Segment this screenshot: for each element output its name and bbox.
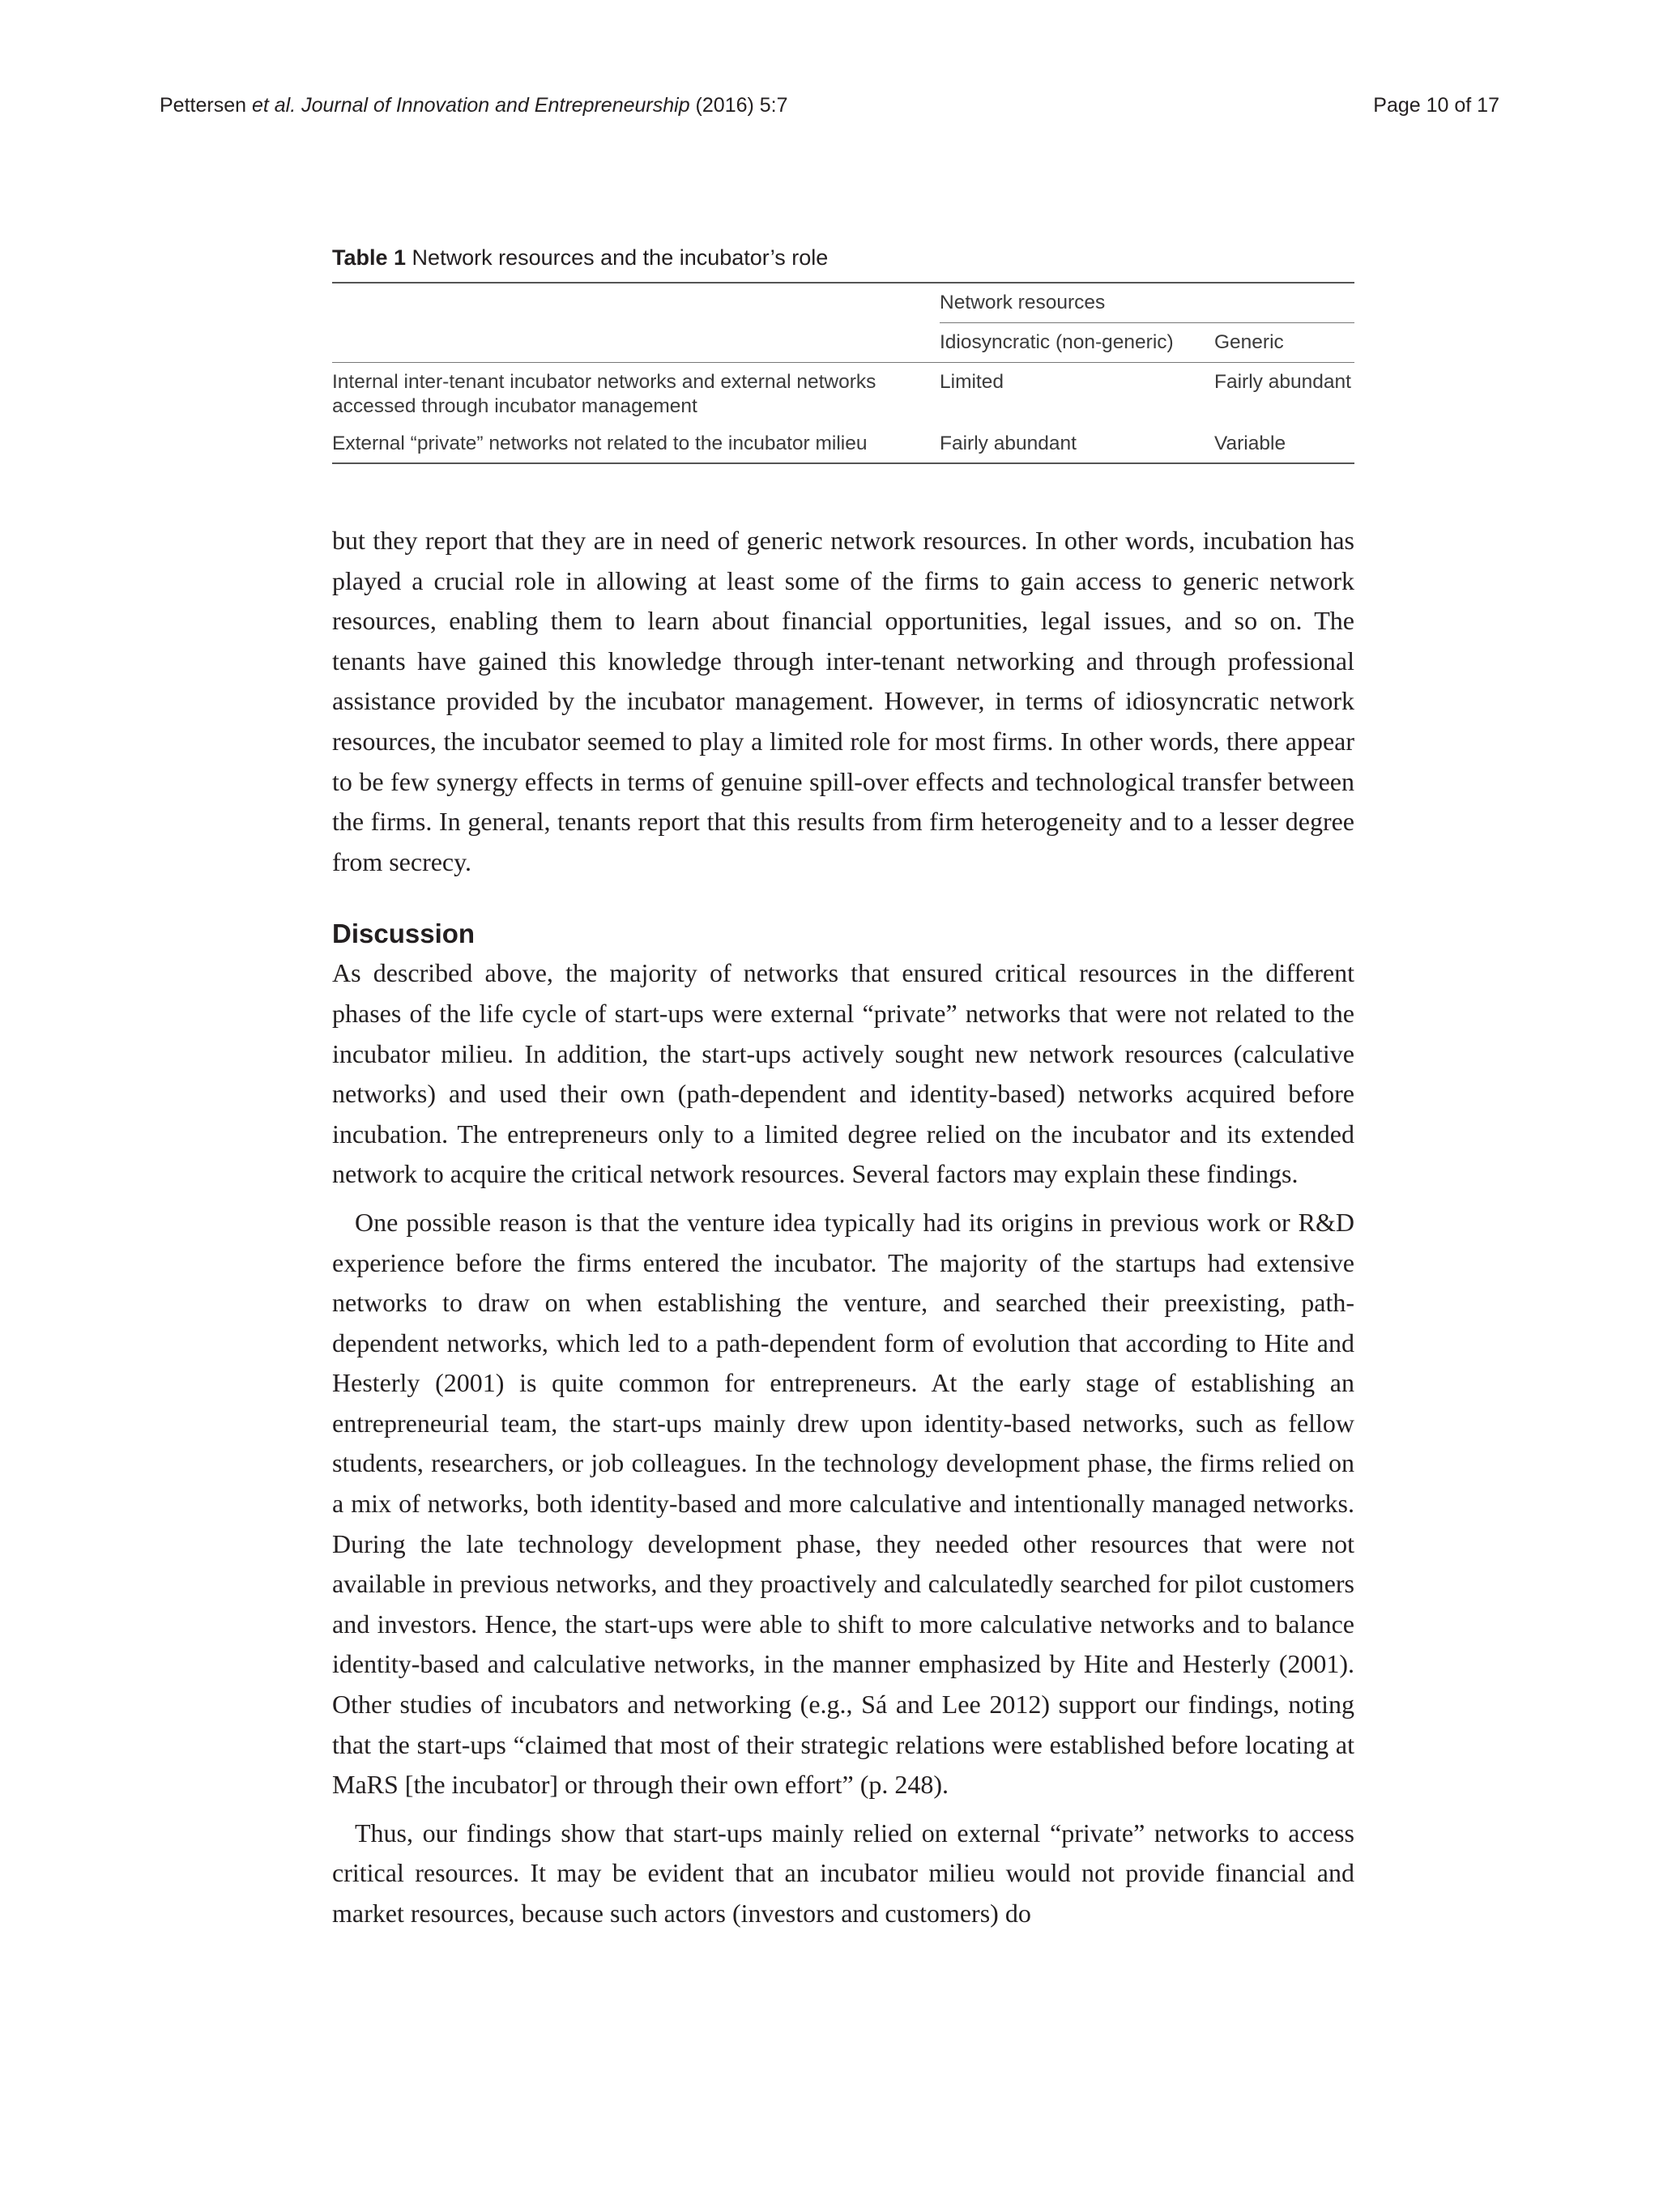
table-column-header-row [332, 323, 1354, 363]
table-cell: Fairly abundant [1214, 371, 1351, 393]
table-row [332, 363, 1354, 426]
paragraph: One possible reason is that the venture idea typically had its origins in previous work or R&D experience before the firms entered the incubator. The majority of the startups had extensive networks to draw on when establishing the venture, and searched their preexisting, path-dependent networks, which led to a path-dependent form of evolution that according to Hite and Hesterly (2001) is quite common for entrepreneurs. At the early stage of establishing an entrepreneurial team, the start-ups mainly drew upon identity-based networks, such as fellow students, researchers, or job colleagues. In the technology development phase, the firms relied on a mix of networks, both identity-based and more calculative and intentionally managed networks. During the late technology development phase, they needed other resources that were not available in previous networks, and they proactively and calculatedly searched for pilot customers and investors. Hence, the start-ups were able to shift to more calculative networks and to balance identity-based and calculative networks, in the manner emphasized by Hite and Hesterly (2001). Other studies of incubators and networking (e.g., Sá and Lee 2012) support our findings, noting that the start-ups “claimed that most of their strategic relations were established before locating at MaRS [the incubator] or through their own effort” (p. 248). [332, 1207, 1354, 1800]
paragraph: As described above, the majority of networks that ensured critical resources in the different phases of the life cycle of start-ups were external “private” networks that were not related to the incubator milieu. In addition, the start-ups actively sought new network resources (calculative networks) and used their own (path-dependent and identity-based) networks acquired before incubation. The entrepreneurs only to a limited degree relied on the incubator and its extended network to acquire the critical network resources. Several factors may explain these findings. [332, 958, 1354, 1189]
table-row [332, 425, 1354, 463]
table-title: Network resources and the incubator’s role [406, 245, 829, 270]
table-empty-cell [332, 283, 940, 323]
table-group-header-row [332, 283, 1354, 323]
page-number: Page 10 of 17 [1373, 94, 1499, 117]
paragraph: Thus, our findings show that start-ups mainly relied on external “private” networks to access critical resources. It may be evident that an incubator milieu would not provide financial and market resources, because such actors (investors and customers) do [332, 1818, 1354, 1928]
table-cell: Limited [940, 371, 1004, 393]
table-empty-cell [332, 323, 940, 363]
journal-citation: Pettersen et al. Journal of Innovation and Entrepreneurship (2016) 5:7 [160, 94, 788, 117]
table-cell: Fairly abundant [940, 425, 1214, 463]
paragraph: but they report that they are in need of generic network resources. In other words, incubation has played a crucial role in allowing at least some of the firms to gain access to generic network resources, enabling them to learn about financial opportunities, legal issues, and so on. The tenants have gained this knowledge through inter-tenant networking and through professional assistance provided by the incubator management. However, in terms of idiosyncratic network resources, the incubator seemed to play a limited role for most firms. In other words, there appear to be few synergy effects in terms of genuine spill-over effects and technological transfer between the firms. In general, tenants report that this results from firm heterogeneity and to a lesser degree from secrecy. [332, 526, 1354, 876]
page-content [332, 243, 1354, 1934]
table-row-label: External “private” networks not related to the incubator milieu [332, 425, 940, 463]
table-row-label: Internal inter-tenant incubator networks and external networks accessed through incubator management [332, 371, 876, 417]
table-cell: Variable [1214, 425, 1354, 463]
table-label: Table 1 [332, 245, 407, 270]
network-resources-table [332, 282, 1354, 464]
table-column-header: Idiosyncratic (non-generic) [940, 323, 1214, 363]
table-column-header: Generic [1214, 323, 1354, 363]
body-text [332, 521, 1354, 1934]
section-heading: Discussion [332, 918, 476, 949]
table-caption [332, 243, 1354, 272]
table-group-header: Network resources [940, 283, 1354, 323]
